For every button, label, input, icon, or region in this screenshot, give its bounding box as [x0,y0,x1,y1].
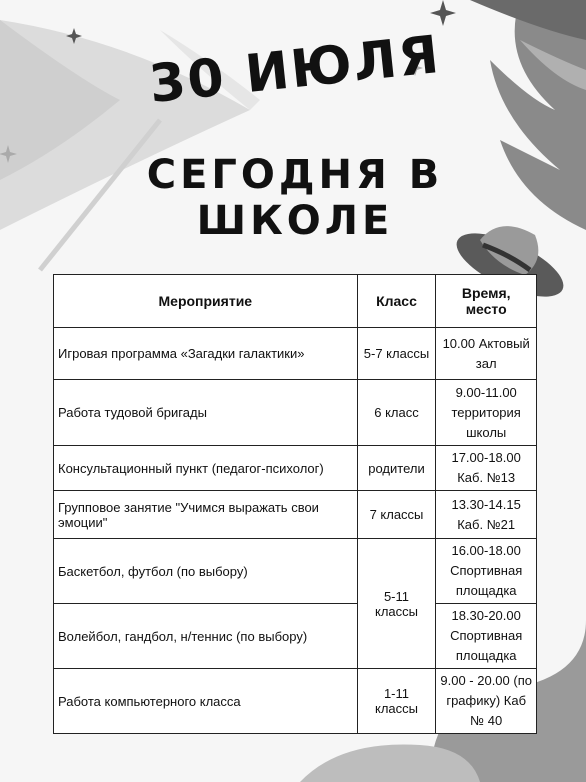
page-title: СЕГОДНЯ В ШКОЛЕ [146,152,444,244]
column-header-event: Мероприятие [54,275,358,328]
time-place-cell: 10.00 Актовый зал [436,328,537,380]
event-cell: Работа тудовой бригады [54,380,358,446]
time-place-cell: 16.00-18.00 Спортивная площадка [436,539,537,604]
event-cell: Волейбол, гандбол, н/теннис (по выбору) [54,604,358,669]
date-title: 30 ИЮЛЯ [146,24,444,116]
table-row [54,669,537,734]
table-row [54,604,537,669]
class-cell: 5-11 классы [357,539,436,669]
table-row [54,328,537,380]
time-place-cell: 9.00 - 20.00 (по графику) Каб № 40 [436,669,537,734]
column-header-class: Класс [357,275,436,328]
schedule-table [53,274,537,734]
time-place-cell: 9.00-11.00 территория школы [436,380,537,446]
class-cell: родители [357,446,436,491]
event-cell: Игровая программа «Загадки галактики» [54,328,358,380]
table-row [54,380,537,446]
class-cell: 6 класс [357,380,436,446]
time-place-cell: 18.30-20.00 Спортивная площадка [436,604,537,669]
table-row [54,491,537,539]
event-cell: Работа компьютерного класса [54,669,358,734]
class-cell: 5-7 классы [357,328,436,380]
class-cell: 1-11 классы [357,669,436,734]
time-place-cell: 13.30-14.15 Каб. №21 [436,491,537,539]
event-cell: Баскетбол, футбол (по выбору) [54,539,358,604]
column-header-time: Время, место [436,275,537,328]
table-row [54,539,537,604]
class-cell: 7 классы [357,491,436,539]
table-header-row [54,275,537,328]
event-cell: Консультационный пункт (педагог-психолог) [54,446,358,491]
time-place-cell: 17.00-18.00 Каб. №13 [436,446,537,491]
table-row [54,446,537,491]
event-cell: Групповое занятие "Учимся выражать свои эмоции" [54,491,358,539]
